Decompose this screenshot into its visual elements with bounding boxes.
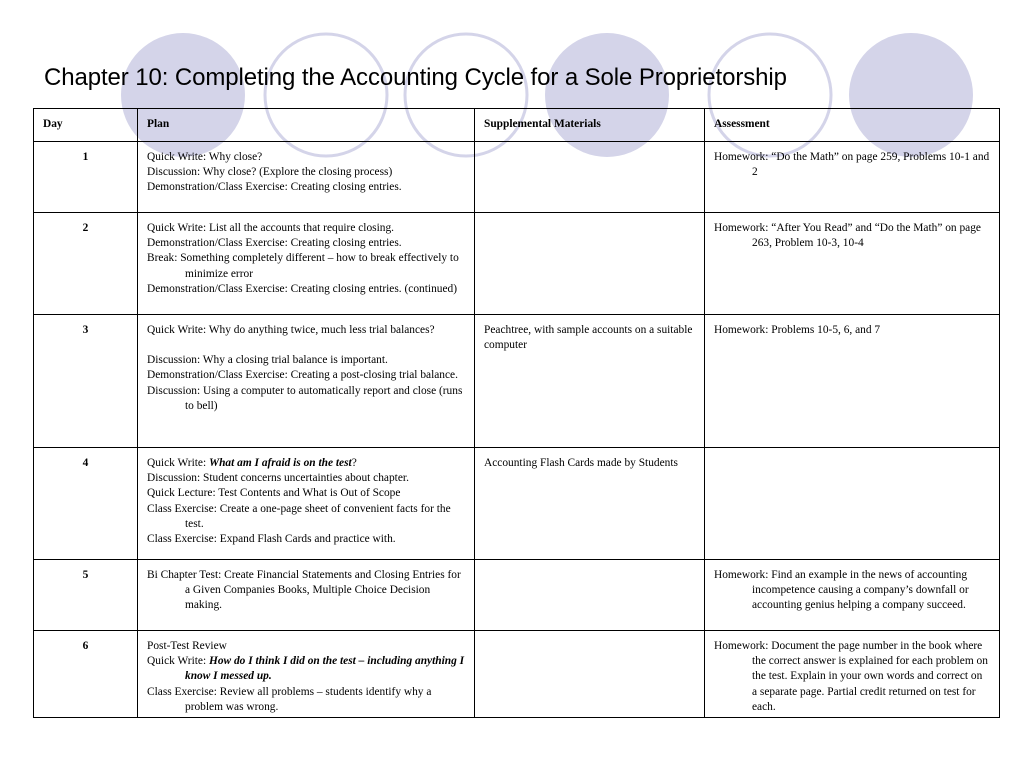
spacer [147, 338, 465, 353]
header-day: Day [34, 109, 138, 142]
table-row [34, 315, 1000, 448]
table-row [34, 631, 1000, 718]
day-number: 2 [34, 213, 138, 315]
plan-line [147, 456, 465, 471]
plan-line: Quick Write: Why do anything twice, much less trial balances? [147, 324, 435, 336]
day-number: 6 [34, 631, 138, 718]
table-row [34, 142, 1000, 213]
quick-write-question: What am I afraid is on the test [208, 457, 352, 469]
lesson-plan-table [33, 108, 1000, 718]
plan-line: Class Exercise: Expand Flash Cards and practice with. [147, 533, 396, 546]
supplemental-cell [475, 142, 705, 213]
slide-title: Chapter 10: Completing the Accounting Cycle for a Sole Proprietorship [44, 64, 787, 91]
assessment-cell [705, 315, 1000, 448]
plan-line [147, 654, 465, 684]
quick-write-suffix: ? [351, 457, 357, 469]
plan-line: Demonstration/Class Exercise: Creating closing entries. [147, 237, 402, 250]
plan-line: Quick Write: List all the accounts that require closing. [147, 222, 395, 234]
quick-write-prefix: Quick Write: [147, 457, 209, 469]
assessment-cell [705, 631, 1000, 718]
plan-line: Break: Something completely different – how to break effectively to minimize error [147, 252, 459, 280]
table-row [34, 448, 1000, 560]
supplemental-cell [475, 560, 705, 631]
plan-cell [138, 142, 475, 213]
plan-cell [138, 315, 475, 448]
quick-write-prefix: Quick Write: [147, 655, 209, 668]
assessment-text: Homework: Problems 10-5, 6, and 7 [714, 324, 881, 336]
plan-line: Demonstration/Class Exercise: Creating a post-closing trial balance. [147, 369, 458, 382]
day-number: 4 [34, 448, 138, 560]
plan-line: Demonstration/Class Exercise: Creating closing entries. [147, 181, 402, 194]
assessment-cell [705, 448, 1000, 560]
plan-line: Quick Lecture: Test Contents and What is Out of Scope [147, 487, 401, 500]
assessment-cell [705, 560, 1000, 631]
quick-write-question: How do I think I did on the test – including anything I know I messed up. [185, 655, 465, 683]
plan-line: Demonstration/Class Exercise: Creating closing entries. (continued) [147, 282, 457, 295]
assessment-text: Homework: Document the page number in the book where the correct answer is explained for each problem on the test. Explain in your own words and correct on a separate page. Partial credit returned on test for each. [714, 640, 988, 713]
header-assessment: Assessment [705, 109, 1000, 142]
day-number: 3 [34, 315, 138, 448]
assessment-text: Homework: Find an example in the news of accounting incompetence causing a company’s downfall or accounting genius helping a company succeed. [714, 569, 969, 612]
plan-line: Bi Chapter Test: Create Financial Statements and Closing Entries for a Given Companies Books, Multiple Choice Decision making. [147, 569, 461, 612]
supplemental-cell [475, 213, 705, 315]
plan-line: Class Exercise: Create a one-page sheet of convenient facts for the test. [147, 502, 451, 530]
header-plan: Plan [138, 109, 475, 142]
header-supplemental: Supplemental Materials [475, 109, 705, 142]
plan-line: Discussion: Why close? (Explore the closing process) [147, 166, 393, 179]
day-number: 1 [34, 142, 138, 213]
plan-line: Quick Write: Why close? [147, 151, 263, 163]
plan-line: Class Exercise: Review all problems – students identify why a problem was wrong. [147, 685, 432, 713]
assessment-text: Homework: “Do the Math” on page 259, Problems 10-1 and 2 [714, 151, 990, 179]
assessment-cell [705, 213, 1000, 315]
table-row [34, 560, 1000, 631]
supplemental-cell: Peachtree, with sample accounts on a suitable computer [475, 315, 705, 448]
table-row [34, 213, 1000, 315]
day-number: 5 [34, 560, 138, 631]
header-row [34, 109, 1000, 142]
plan-line: Discussion: Why a closing trial balance is important. [147, 354, 388, 367]
supplemental-cell [475, 631, 705, 718]
plan-line: Discussion: Student concerns uncertainties about chapter. [147, 472, 409, 485]
plan-cell [138, 560, 475, 631]
plan-line: Discussion: Using a computer to automatically report and close (runs to bell) [147, 384, 463, 412]
supplemental-cell: Accounting Flash Cards made by Students [475, 448, 705, 560]
plan-cell [138, 448, 475, 560]
plan-line: Post-Test Review [147, 640, 227, 652]
assessment-text: Homework: “After You Read” and “Do the Math” on page 263, Problem 10-3, 10-4 [714, 222, 981, 250]
plan-cell [138, 213, 475, 315]
assessment-cell [705, 142, 1000, 213]
plan-cell [138, 631, 475, 718]
